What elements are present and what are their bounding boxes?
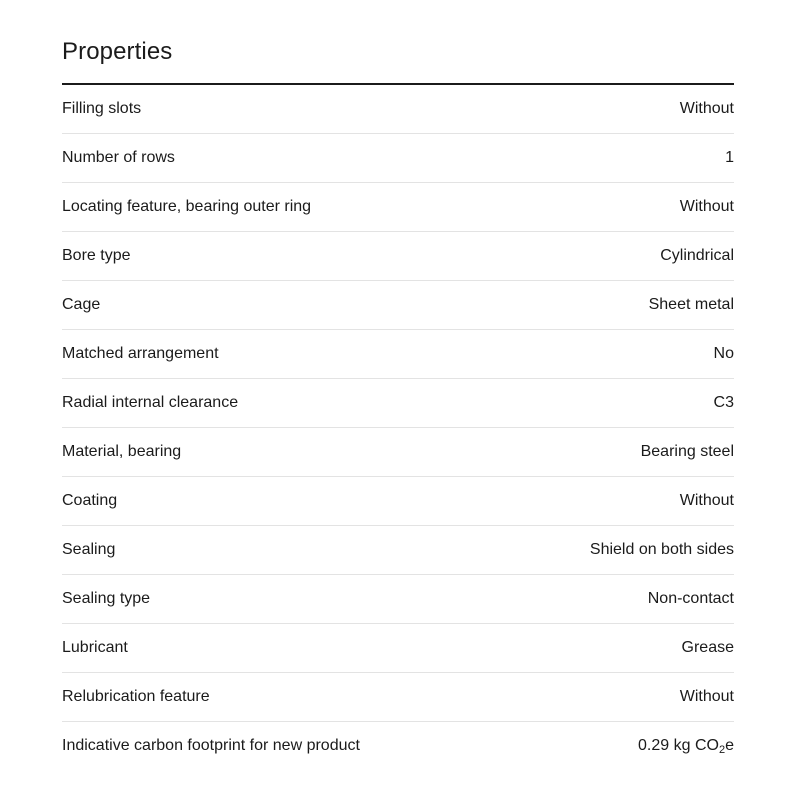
property-row-sealing <box>62 526 734 575</box>
property-row-sealing-type <box>62 575 734 624</box>
property-value: Without <box>679 198 734 215</box>
property-label: Bore type <box>62 247 131 264</box>
property-value: Bearing steel <box>640 443 734 460</box>
property-row-coating <box>62 477 734 526</box>
property-label: Radial internal clearance <box>62 394 239 411</box>
property-value: Without <box>679 688 734 705</box>
carbon-value-subscript: 2 <box>718 744 726 756</box>
property-label: Filling slots <box>62 100 142 117</box>
property-value: Without <box>679 492 734 509</box>
property-value <box>638 737 734 755</box>
property-value: Shield on both sides <box>589 541 734 558</box>
property-label: Sealing <box>62 541 116 558</box>
property-value: No <box>713 345 734 362</box>
property-value: 1 <box>725 149 734 166</box>
property-label: Sealing type <box>62 590 151 607</box>
property-row-number-of-rows <box>62 134 734 183</box>
property-value: Cylindrical <box>660 247 734 264</box>
property-value: Grease <box>681 639 734 656</box>
property-value: Sheet metal <box>648 296 734 313</box>
property-row-carbon-footprint <box>62 722 734 770</box>
carbon-value-suffix: e <box>725 737 734 754</box>
property-row-lubricant <box>62 624 734 673</box>
property-row-cage <box>62 281 734 330</box>
property-row-filling-slots <box>62 85 734 134</box>
property-label: Cage <box>62 296 101 313</box>
property-label: Lubricant <box>62 639 128 656</box>
property-label: Relubrication feature <box>62 688 210 705</box>
property-label: Indicative carbon footprint for new product <box>62 737 360 754</box>
property-row-bore-type <box>62 232 734 281</box>
carbon-value-main: 0.29 kg CO <box>638 737 719 754</box>
property-value: Non-contact <box>647 590 734 607</box>
property-row-matched-arrangement <box>62 330 734 379</box>
property-label: Number of rows <box>62 149 175 166</box>
property-row-material-bearing <box>62 428 734 477</box>
properties-list <box>62 85 734 770</box>
properties-panel <box>62 0 734 770</box>
property-row-radial-internal-clearance <box>62 379 734 428</box>
property-label: Coating <box>62 492 118 509</box>
property-row-relubrication-feature <box>62 673 734 722</box>
section-title: Properties <box>62 38 173 65</box>
property-value: Without <box>679 100 734 117</box>
property-value: C3 <box>713 394 734 411</box>
property-label: Matched arrangement <box>62 345 219 362</box>
property-label: Material, bearing <box>62 443 182 460</box>
property-row-locating-feature <box>62 183 734 232</box>
property-label: Locating feature, bearing outer ring <box>62 198 312 215</box>
